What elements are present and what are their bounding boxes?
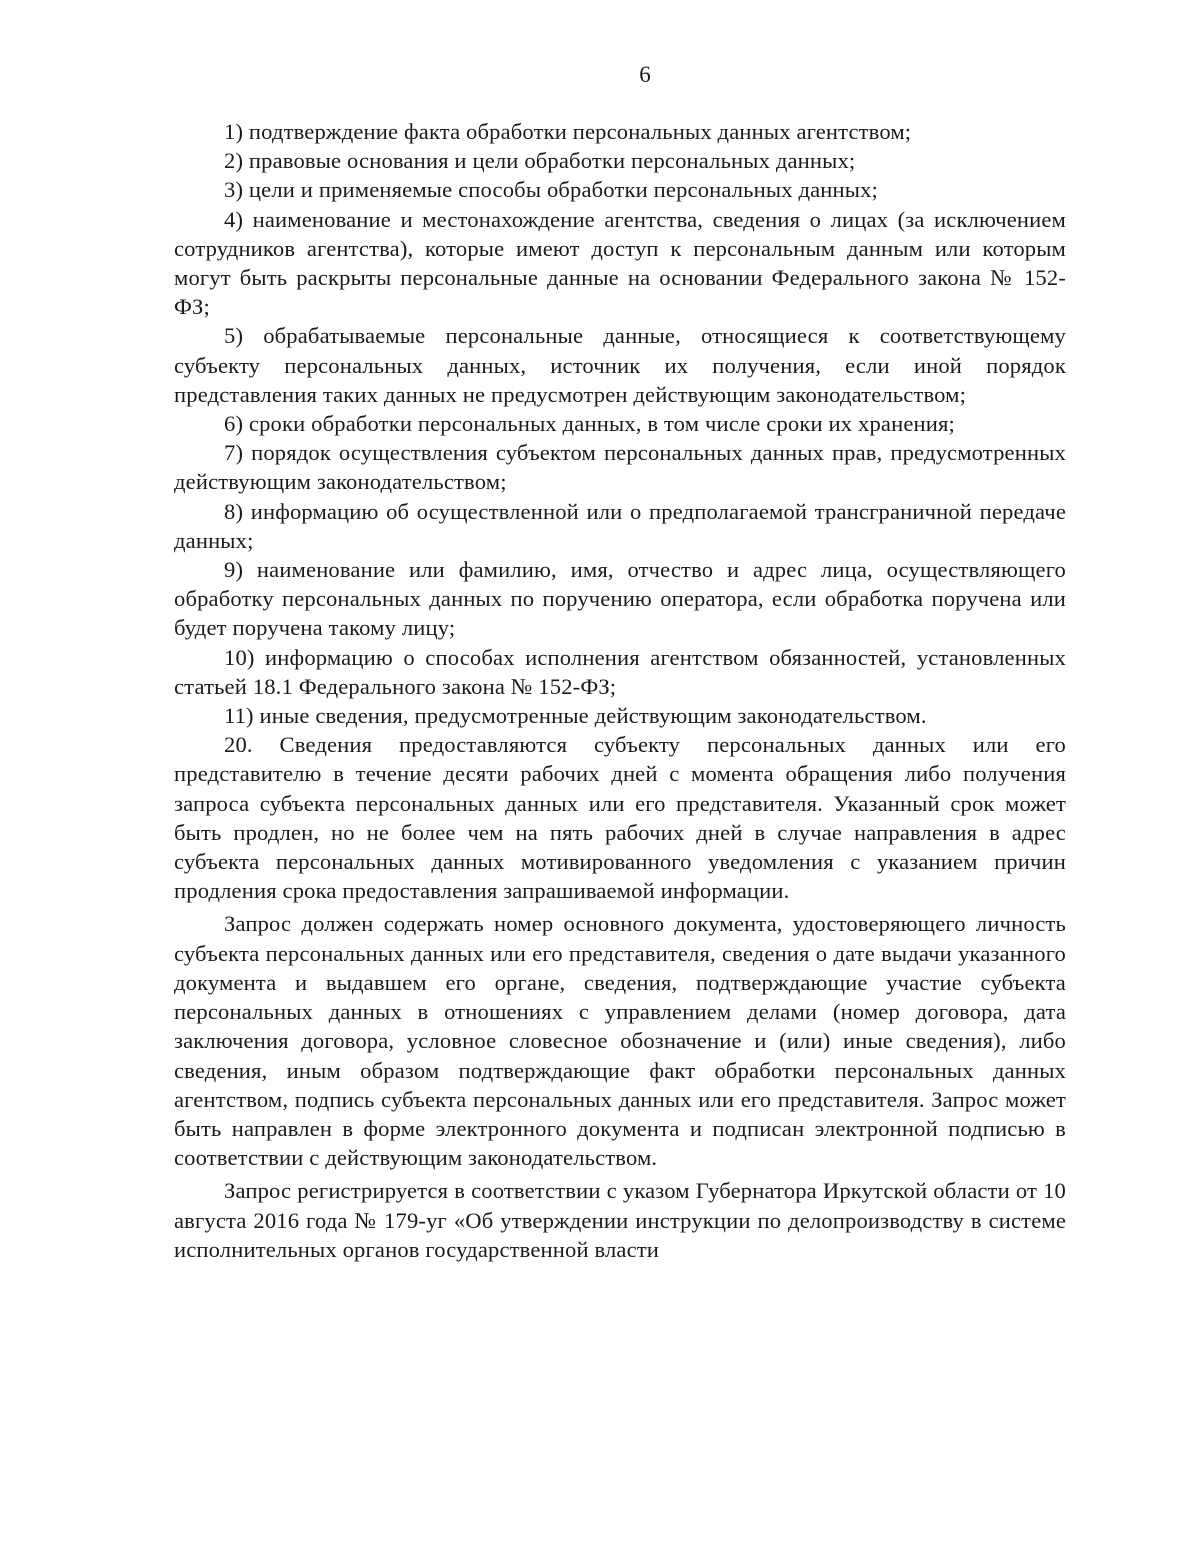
list-item: 1) подтверждение факта обработки персональных данных агентством; [224,119,912,144]
list-item: 10) информацию о способах исполнения агентством обязанностей, установленных статьей 18.1 Федерального закона № 152-ФЗ; [174,644,1066,699]
list-item: 2) правовые основания и цели обработки персональных данных; [224,148,856,174]
list-item: 11) иные сведения, предусмотренные действующим законодательством. [224,703,927,729]
list-item: 5) обрабатываемые персональные данные, относящиеся к соответствующему субъекту персональных данных, источник их получения, если иной порядок представления таких данных не предусмотрен действующим законодательством; [174,323,1066,407]
list-item: 4) наименование и местонахождение агентства, сведения о лицах (за исключением сотрудников агентства), которые имеют доступ к персональным данным или которым могут быть раскрыты персональные данные на основании Федерального закона № 152-ФЗ; [174,206,1066,320]
list-item: 3) цели и применяемые способы обработки персональных данных; [224,177,878,203]
list-item: 8) информацию об осуществленной или о предполагаемой трансграничной передаче данных; [174,498,1066,553]
paragraph: Запрос должен содержать номер основного документа, удостоверяющего личность субъекта персональных данных или его представителя, сведения о дате выдачи указанного документа и выдавшем его органе, сведения, подтверждающие участие субъекта персональных данных в отношениях с управлением делами (номер договора, дата заключения договора, условное словесное обозначение и (или) иные сведения), либо сведения, иным образом подтверждающие факт обработки персональных данных агентством, подпись субъекта персональных данных или его представителя. Запрос может быть направлен в форме электронного документа и подписан электронной подписью в соответствии с действующим законодательством. [174,911,1066,1171]
paragraph: Запрос регистрируется в соответствии с указом Губернатора Иркутской области от 10 августа 2016 года № 179-уг «Об утверждении инструкции по делопроизводству в системе исполнительных органов государственной власти [174,1178,1066,1262]
page-number: 6 [639,62,651,87]
list-item: 6) сроки обработки персональных данных, в том числе сроки их хранения; [224,411,955,437]
list-item: 7) порядок осуществления субъектом персональных данных прав, предусмотренных действующим законодательством; [174,440,1066,495]
list-item: 9) наименование или фамилию, имя, отчество и адрес лица, осуществляющего обработку персональных данных по поручению оператора, если обработка поручена или будет поручена такому лицу; [174,557,1066,641]
paragraph: 20. Сведения предоставляются субъекту персональных данных или его представителю в течение десяти рабочих дней с момента обращения либо получения запроса субъекта персональных данных или его представителя. Указанный срок может быть продлен, но не более чем на пять рабочих дней в случае направления в адрес субъекта персональных данных мотивированного уведомления с указанием причин продления срока предоставления запрашиваемой информации. [174,732,1066,904]
document-body [174,117,1066,1264]
